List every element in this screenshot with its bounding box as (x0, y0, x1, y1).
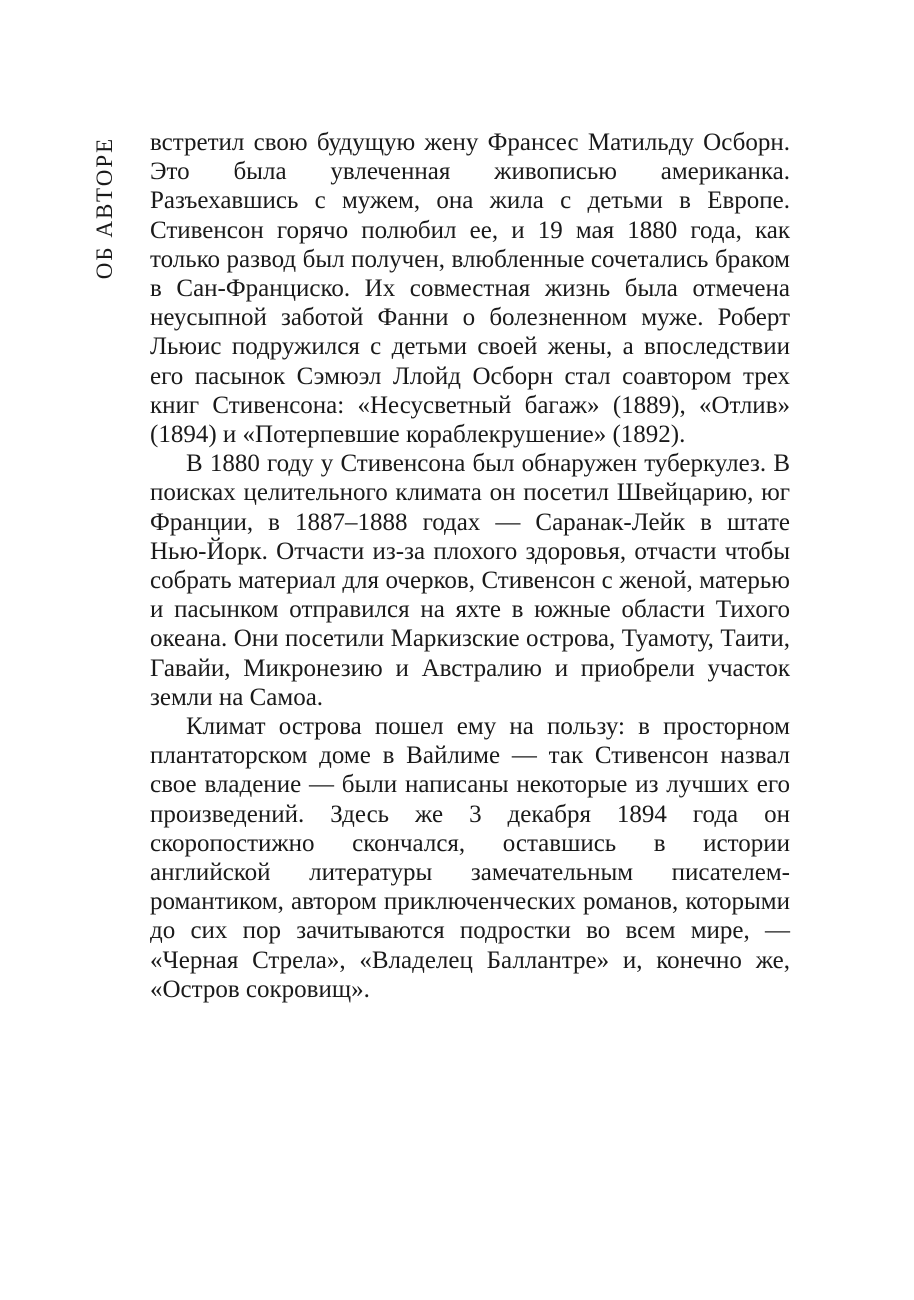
paragraph-1: встретил свою будущую жену Франсес Матильду Осборн. Это была увлеченная живописью американка. Разъехавшись с мужем, она жила с детьми в Европе. Стивенсон горячо полюбил ее, и 19 мая 1880 года, как только развод был получен, влюбленные сочетались браком в Сан-Франциско. Их совместная жизнь была отмечена неусыпной заботой Фанни о болезненном муже. Роберт Льюис подружился с детьми своей жены, а впоследствии его пасынок Сэмюэл Ллойд Осборн стал соавтором трех книг Стивенсона: «Несусветный багаж» (1889), «Отлив» (1894) и «Потерпевшие кораблекрушение» (1892). (150, 129, 790, 449)
running-head (87, 128, 123, 288)
running-head-label: ОБ АВТОРЕ (92, 136, 118, 280)
body-text (150, 128, 790, 1004)
paragraph-3: Климат острова пошел ему на пользу: в просторном плантаторском доме в Вайлиме — так Стивенсон назвал свое владение — были написаны некоторые из лучших его произведений. Здесь же 3 декабря 1894 года он скоропостижно скончался, оставшись в истории английской литературы замечательным писателем-романтиком, автором приключенческих романов, которыми до сих пор зачитываются подростки во всем мире, — «Черная Стрела», «Владелец Баллантре» и, конечно же, «Остров сокровищ». (150, 713, 790, 1003)
paragraph-2: В 1880 году у Стивенсона был обнаружен туберкулез. В поисках целительного климата он посетил Швейцарию, юг Франции, в 1887–1888 годах — Саранак-Лейк в штате Нью-Йорк. Отчасти из-за плохого здоровья, отчасти чтобы собрать материал для очерков, Стивенсон с женой, матерью и пасынком отправился на яхте в южные области Тихого океана. Они посетили Маркизские острова, Туамоту, Таити, Гавайи, Микронезию и Австралию и приобрели участок земли на Самоа. (150, 450, 790, 711)
